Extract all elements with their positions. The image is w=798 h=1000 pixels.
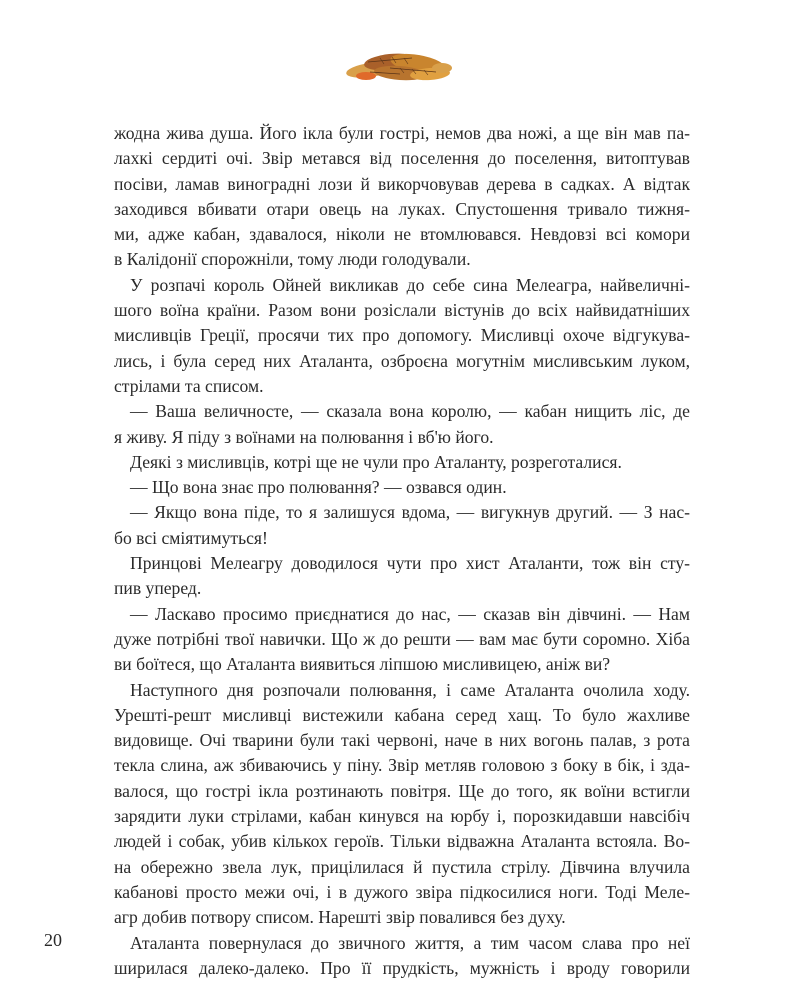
text-line: валося, що гострі ікла розтинають повітря. Ще до того, як воїни встигли [114, 780, 690, 801]
paragraph [114, 475, 690, 500]
text-line: заходився вбивати отари овець на луках. Спустошення тривало тижня- [114, 198, 690, 219]
text-line: лись, і була серед них Аталанта, озброєна могутнім мисливським луком, [114, 350, 690, 371]
text-line: дуже потрібні твої навички. Що ж до решти — вам має бути соромно. Хіба [114, 628, 690, 649]
paragraph [114, 602, 690, 678]
text-line: людей і собак, убив кількох героїв. Тільки відважна Аталанта встояла. Во- [114, 831, 690, 852]
paragraph [114, 273, 690, 399]
paragraph [114, 500, 690, 551]
text-line: — Якщо вона піде, то я залишуся вдома, — вигукнув другий. — З нас- [130, 502, 690, 523]
text-line: пив уперед. [114, 578, 202, 599]
text-line: бо всі сміятимуться! [114, 527, 268, 548]
text-line: я живу. Я піду з воїнами на полювання і вб'ю його. [114, 426, 494, 447]
text-line: в Калідонії спорожніли, тому люди голодували. [114, 249, 471, 270]
text-line: — Що вона знає про полювання? — озвався один. [130, 477, 507, 498]
text-line: мисливців Греції, просячи тих про допомогу. Мисливці охоче відгукува- [114, 325, 690, 346]
text-line: Деякі з мисливців, котрі ще не чули про Аталанту, розреготалися. [130, 451, 622, 472]
text-line: на обережно звела лук, прицілилася й пустила стрілу. Дівчина влучила [114, 856, 690, 877]
text-line: У розпачі король Ойней викликав до себе сина Мелеагра, найвеличні- [130, 274, 690, 295]
text-line: зарядити луки стрілами, кабан кинувся на юрбу і, порозкидавши навсібіч [114, 806, 690, 827]
text-line: видовище. Очі тварини були такі червоні, наче в них вогонь палав, з рота [114, 730, 690, 751]
text-line: Урешті-решт мисливці вистежили кабана серед хащ. То було жахливе [114, 704, 690, 725]
text-line: шого воїна країни. Разом вони розіслали вістунів до всіх найвидатніших [114, 300, 690, 321]
paragraph [114, 450, 690, 475]
text-line: Аталанта повернулася до звичного життя, а тим часом слава про неї [130, 932, 690, 953]
text-line: Принцові Мелеагру доводилося чути про хист Аталанти, тож він сту- [130, 553, 690, 574]
text-line: посіви, ламав виноградні лози й викорчовував дерева в садках. А відтак [114, 173, 690, 194]
text-line: ви боїтеся, що Аталанта виявиться ліпшою мисливицею, аніж ви? [114, 654, 611, 675]
paragraph [114, 399, 690, 450]
text-line: — Ваша величносте, — сказала вона королю, — кабан нищить ліс, де [130, 401, 690, 422]
text-line: ширилася далеко-далеко. Про її прудкість, мужність і вроду говорили [114, 957, 690, 978]
text-line: жодна жива душа. Його ікла були гострі, немов два ножі, а ще він мав па- [114, 123, 690, 143]
text-line: кабанові просто межи очі, і в дужого звіра підкосилися ноги. Тоді Меле- [114, 881, 690, 902]
paragraph [114, 551, 690, 602]
text-line: Наступного дня розпочали полювання, і саме Аталанта очолила ходу. [130, 679, 690, 700]
text-line: агр добив потвору списом. Нарешті звір повалився без духу. [114, 907, 566, 928]
text-line: текла слина, аж збиваючись у піну. Звір метляв головою з боку в бік, і зда- [114, 755, 690, 776]
autumn-leaves-icon [340, 48, 460, 84]
story-text [114, 121, 690, 981]
text-line: лахкі сердиті очі. Звір метався від поселення до поселення, витоптував [114, 148, 690, 169]
paragraph [114, 121, 690, 273]
page-number: 20 [44, 930, 62, 950]
paragraph [114, 931, 690, 982]
text-line: стрілами та списом. [114, 375, 264, 396]
paragraph [114, 678, 690, 931]
text-line: — Ласкаво просимо приєднатися до нас, — сказав він дівчині. — Нам [130, 603, 690, 624]
text-line: ми, адже кабан, здавалося, ніколи не втомлювався. Невдовзі всі комори [114, 224, 690, 245]
